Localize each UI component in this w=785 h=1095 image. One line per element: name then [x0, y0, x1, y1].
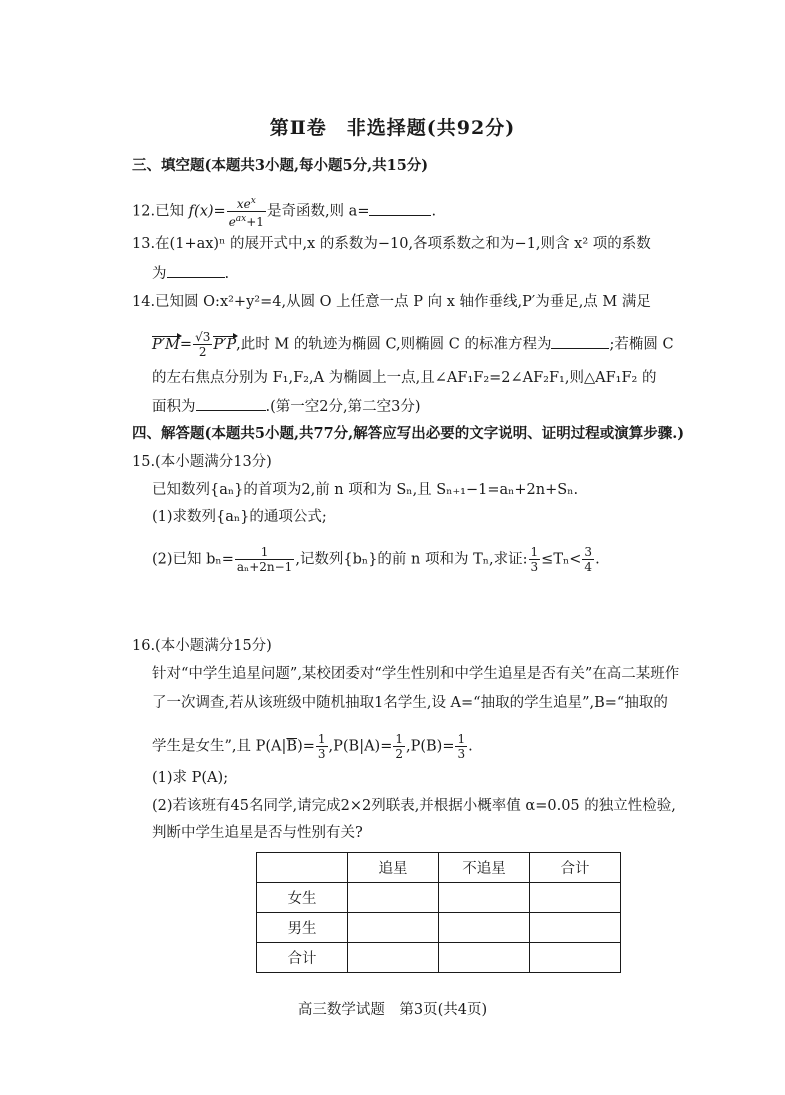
question-16-part2a: (2)若该班有45名同学,请完成2×2列联表,并根据小概率值 α=0.05 的独立性检验, — [152, 798, 676, 814]
table-row — [257, 943, 621, 973]
page-title: 第Ⅱ卷 非选择题(共92分) — [269, 117, 516, 139]
table-header-cell: 合计 — [530, 853, 621, 883]
question-16-line2: 了一次调查,若从该班级中随机抽取1名学生,设 A=“抽取的学生追星”,B=“抽取的 — [152, 695, 668, 711]
row-label: 男生 — [257, 913, 348, 943]
section-heading-fill-in: 三、填空题(本题共3小题,每小题5分,共15分) — [132, 157, 429, 174]
row-label: 合计 — [257, 943, 348, 973]
table-cell[interactable] — [439, 943, 530, 973]
answer-blank[interactable] — [551, 334, 609, 349]
question-14-line3: 的左右焦点分别为 F₁,F₂,A 为椭圆上一点,且∠AF₁F₂=2∠AF₂F₁,则△AF₁F₂ 的 — [152, 370, 657, 386]
row-label: 女生 — [257, 883, 348, 913]
answer-blank[interactable] — [369, 201, 431, 216]
table-header-row — [257, 853, 621, 883]
section-heading-solutions: 四、解答题(本题共5小题,共77分,解答应写出必要的文字说明、证明过程或演算步骤.) — [132, 425, 685, 442]
vector-pm: P′M — [152, 336, 180, 353]
table-cell[interactable] — [530, 943, 621, 973]
table-cell[interactable] — [348, 943, 439, 973]
table-header-cell: 不追星 — [439, 853, 530, 883]
question-15-part2: (2)已知 bₙ= $\frac{1}{\text{aₙ+2n−1}}$ ,记数列{bₙ}的前 n 项和为 Tₙ,求证: $\frac{1}{3}$ ≤Tₙ< $\frac{3}{4}$ . — [152, 545, 600, 574]
question-14-line4: 面积为 .(第一空2分,第二空3分) — [152, 396, 420, 417]
table-row — [257, 913, 621, 943]
question-16-line3: 学生是女生”,且 $P(A|\overline{B})=$ $\frac{1}{3}$ ,P(B|A)= $\frac{1}{2}$ ,P(B)= $\frac{1}{3}$ . — [152, 732, 473, 761]
question-13-line1: 13.在(1+ax)ⁿ 的展开式中,x 的系数为−10,各项系数之和为−1,则含 x² 项的系数 — [132, 236, 651, 252]
q12-fraction: $\frac{xe^x}{e^{ax}+1}$ — [228, 196, 264, 229]
question-15-part1: (1)求数列{aₙ}的通项公式; — [152, 509, 327, 525]
table-cell[interactable] — [348, 883, 439, 913]
page-footer: 高三数学试题 第3页(共4页) — [297, 1002, 488, 1018]
answer-blank[interactable] — [196, 396, 266, 411]
question-15-head: 15.(本小题满分13分) — [132, 454, 272, 470]
table-header-cell: 追星 — [348, 853, 439, 883]
question-14-line2: P′M= $\frac{√3}{2}$ P′P,此时 M 的轨迹为椭圆 C,则椭圆 C 的标准方程为 ;若椭圆 C — [152, 330, 674, 359]
table-cell[interactable] — [439, 883, 530, 913]
contingency-table — [256, 852, 621, 973]
question-16-part2b: 判断中学生追星是否与性别有关? — [152, 825, 363, 841]
table-cell[interactable] — [439, 913, 530, 943]
question-13-line2: 为 . — [152, 263, 229, 284]
answer-blank[interactable] — [167, 263, 225, 278]
table-header-cell — [257, 853, 348, 883]
table-cell[interactable] — [348, 913, 439, 943]
question-15-line1: 已知数列{aₙ}的首项为2,前 n 项和为 Sₙ,且 Sₙ₊₁−1=aₙ+2n+Sₙ. — [152, 482, 579, 498]
table-cell[interactable] — [530, 883, 621, 913]
question-16-part1: (1)求 P(A); — [152, 770, 229, 786]
question-14-line1: 14.已知圆 O:x²+y²=4,从圆 O 上任意一点 P 向 x 轴作垂线,P′为垂足,点 M 满足 — [132, 294, 651, 310]
question-12: 12.已知 f(x)= $\frac{xe^x}{e^{ax}+1}$ 是奇函数,则 a= . — [132, 196, 437, 229]
question-16-line1: 针对“中学生追星问题”,某校团委对“学生性别和中学生追星是否有关”在高二某班作 — [152, 666, 680, 682]
table-row — [257, 883, 621, 913]
vector-pp: P′P — [213, 336, 237, 353]
question-16-head: 16.(本小题满分15分) — [132, 638, 272, 654]
table-cell[interactable] — [530, 913, 621, 943]
